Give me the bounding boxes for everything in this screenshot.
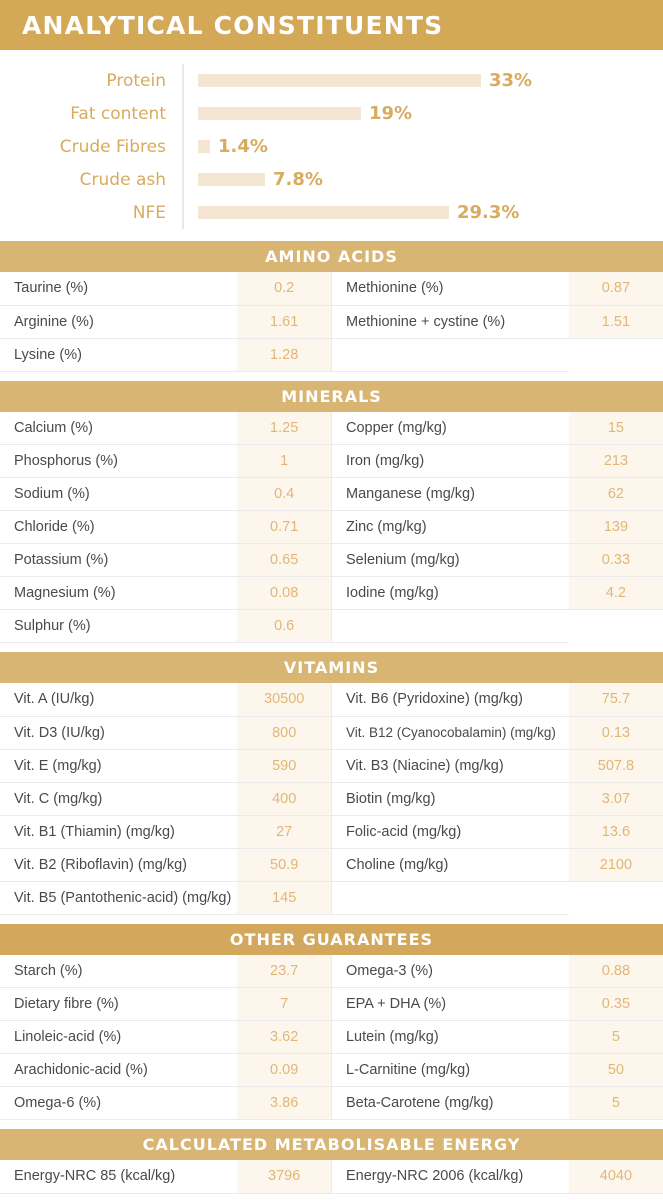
row-value: 0.08 (237, 577, 331, 610)
row-value: 27 (237, 815, 331, 848)
row-label: Phosphorus (%) (0, 445, 237, 478)
table-row (0, 955, 663, 988)
row-label: Manganese (mg/kg) (331, 478, 568, 511)
row-label: Vit. A (IU/kg) (0, 683, 237, 716)
page-banner (0, 0, 663, 50)
row-value: 5 (569, 1087, 663, 1120)
row-value: 139 (569, 511, 663, 544)
row-value: 590 (237, 749, 331, 782)
row-label: Omega-3 (%) (331, 955, 568, 988)
row-value: 23.7 (237, 955, 331, 988)
row-value: 1.51 (569, 305, 663, 338)
row-value: 0.88 (569, 955, 663, 988)
table-row (0, 683, 663, 716)
row-label: Vit. D3 (IU/kg) (0, 716, 237, 749)
chart-row (0, 163, 663, 196)
row-label: Sodium (%) (0, 478, 237, 511)
table-row (0, 815, 663, 848)
chart-category-label: Crude Fibres (59, 136, 166, 157)
table-row (0, 610, 663, 643)
chart-category-label: NFE (132, 202, 166, 223)
row-label: Copper (mg/kg) (331, 412, 568, 445)
section-header-amino-acids: AMINO ACIDS (0, 241, 663, 272)
row-label: Sulphur (%) (0, 610, 237, 643)
section-spacer (0, 643, 663, 652)
row-value: 145 (237, 881, 331, 914)
row-value: 0.09 (237, 1054, 331, 1087)
table-row (0, 445, 663, 478)
row-value: 1 (237, 445, 331, 478)
row-value: 3.07 (569, 782, 663, 815)
row-label: Energy-NRC 2006 (kcal/kg) (331, 1160, 568, 1193)
table-amino-acids (0, 272, 663, 372)
table-row (0, 716, 663, 749)
section-spacer (0, 915, 663, 924)
table-row (0, 412, 663, 445)
row-label: Arachidonic-acid (%) (0, 1054, 237, 1087)
chart-track (182, 97, 663, 130)
chart-track (182, 64, 663, 97)
row-label-empty (331, 338, 568, 371)
row-label: Energy-NRC 85 (kcal/kg) (0, 1160, 237, 1193)
page-title: ANALYTICAL CONSTITUENTS (22, 10, 444, 40)
row-label: Vit. B5 (Pantothenic-acid) (mg/kg) (0, 881, 237, 914)
row-label: Selenium (mg/kg) (331, 544, 568, 577)
chart-track (182, 163, 663, 196)
row-value: 1.28 (237, 338, 331, 371)
chart-row (0, 97, 663, 130)
section-header-vitamins: VITAMINS (0, 652, 663, 683)
chart-bar (198, 74, 481, 87)
row-label: Methionine (%) (331, 272, 568, 305)
row-label: Vit. C (mg/kg) (0, 782, 237, 815)
row-label: Vit. B12 (Cyanocobalamin) (mg/kg) (331, 716, 568, 749)
chart-bar (198, 206, 449, 219)
chart-value-label: 1.4% (218, 136, 268, 157)
row-value: 507.8 (569, 749, 663, 782)
row-value: 0.87 (569, 272, 663, 305)
row-label: Vit. B2 (Riboflavin) (mg/kg) (0, 848, 237, 881)
table-row (0, 1160, 663, 1193)
row-label: Linoleic-acid (%) (0, 1021, 237, 1054)
row-value: 7 (237, 988, 331, 1021)
row-value: 0.33 (569, 544, 663, 577)
row-label: L-Carnitine (mg/kg) (331, 1054, 568, 1087)
row-label: Biotin (mg/kg) (331, 782, 568, 815)
chart-value-label: 19% (369, 103, 413, 124)
table-row (0, 749, 663, 782)
table-minerals (0, 412, 663, 644)
row-value-empty (569, 881, 663, 914)
row-value: 50 (569, 1054, 663, 1087)
row-value: 4.2 (569, 577, 663, 610)
row-value-empty (569, 610, 663, 643)
table-vitamins (0, 683, 663, 915)
row-label: Vit. E (mg/kg) (0, 749, 237, 782)
row-label-empty (331, 610, 568, 643)
section-spacer (0, 1120, 663, 1129)
table-row (0, 544, 663, 577)
row-value: 3.62 (237, 1021, 331, 1054)
row-value-empty (569, 338, 663, 371)
chart-row (0, 64, 663, 97)
table-row (0, 1021, 663, 1054)
row-value: 400 (237, 782, 331, 815)
row-label: Vit. B1 (Thiamin) (mg/kg) (0, 815, 237, 848)
section-header-calculated-metabolisable-energy: CALCULATED METABOLISABLE ENERGY (0, 1129, 663, 1160)
row-value: 0.71 (237, 511, 331, 544)
chart-category-label: Crude ash (79, 169, 166, 190)
chart-value-label: 29.3% (457, 202, 520, 223)
section-header-minerals: MINERALS (0, 381, 663, 412)
analytical-constituents-chart (0, 50, 663, 241)
row-label-empty (331, 881, 568, 914)
section-header-other-guarantees: OTHER GUARANTEES (0, 924, 663, 955)
row-value: 50.9 (237, 848, 331, 881)
row-label: Beta-Carotene (mg/kg) (331, 1087, 568, 1120)
table-other-guarantees (0, 955, 663, 1121)
row-label: Taurine (%) (0, 272, 237, 305)
row-value: 30500 (237, 683, 331, 716)
row-label: Omega-6 (%) (0, 1087, 237, 1120)
row-value: 1.25 (237, 412, 331, 445)
row-label: EPA + DHA (%) (331, 988, 568, 1021)
row-value: 0.13 (569, 716, 663, 749)
table-row (0, 848, 663, 881)
chart-bar (198, 107, 361, 120)
row-value: 1.61 (237, 305, 331, 338)
chart-bar (198, 173, 265, 186)
row-value: 0.35 (569, 988, 663, 1021)
row-label: Choline (mg/kg) (331, 848, 568, 881)
chart-category-label: Fat content (70, 103, 166, 124)
row-value: 0.65 (237, 544, 331, 577)
row-value: 0.4 (237, 478, 331, 511)
row-value: 13.6 (569, 815, 663, 848)
row-label: Chloride (%) (0, 511, 237, 544)
row-label: Lysine (%) (0, 338, 237, 371)
row-value: 75.7 (569, 683, 663, 716)
table-row (0, 511, 663, 544)
table-row (0, 881, 663, 914)
section-spacer (0, 372, 663, 381)
row-value: 0.6 (237, 610, 331, 643)
row-label: Dietary fibre (%) (0, 988, 237, 1021)
row-value: 213 (569, 445, 663, 478)
row-value: 800 (237, 716, 331, 749)
table-row (0, 1087, 663, 1120)
row-label: Zinc (mg/kg) (331, 511, 568, 544)
row-label: Potassium (%) (0, 544, 237, 577)
row-label: Vit. B6 (Pyridoxine) (mg/kg) (331, 683, 568, 716)
table-row (0, 1054, 663, 1087)
row-label: Folic-acid (mg/kg) (331, 815, 568, 848)
chart-row (0, 130, 663, 163)
table-row (0, 478, 663, 511)
row-value: 2100 (569, 848, 663, 881)
chart-bar (198, 140, 210, 153)
chart-value-label: 33% (489, 70, 533, 91)
chart-row (0, 196, 663, 229)
table-row (0, 988, 663, 1021)
row-label: Magnesium (%) (0, 577, 237, 610)
row-value: 15 (569, 412, 663, 445)
table-row (0, 305, 663, 338)
row-value: 0.2 (237, 272, 331, 305)
row-label: Calcium (%) (0, 412, 237, 445)
row-label: Starch (%) (0, 955, 237, 988)
chart-value-label: 7.8% (273, 169, 323, 190)
chart-category-label: Protein (106, 70, 166, 91)
row-value: 4040 (569, 1160, 663, 1193)
table-calculated-metabolisable-energy (0, 1160, 663, 1194)
row-label: Arginine (%) (0, 305, 237, 338)
row-label: Iodine (mg/kg) (331, 577, 568, 610)
row-label: Vit. B3 (Niacine) (mg/kg) (331, 749, 568, 782)
row-value: 62 (569, 478, 663, 511)
row-value: 3796 (237, 1160, 331, 1193)
row-value: 5 (569, 1021, 663, 1054)
row-value: 3.86 (237, 1087, 331, 1120)
row-label: Methionine + cystine (%) (331, 305, 568, 338)
chart-track (182, 196, 663, 229)
chart-track (182, 130, 663, 163)
table-row (0, 272, 663, 305)
row-label: Lutein (mg/kg) (331, 1021, 568, 1054)
table-row (0, 338, 663, 371)
row-label: Iron (mg/kg) (331, 445, 568, 478)
table-row (0, 577, 663, 610)
table-row (0, 782, 663, 815)
